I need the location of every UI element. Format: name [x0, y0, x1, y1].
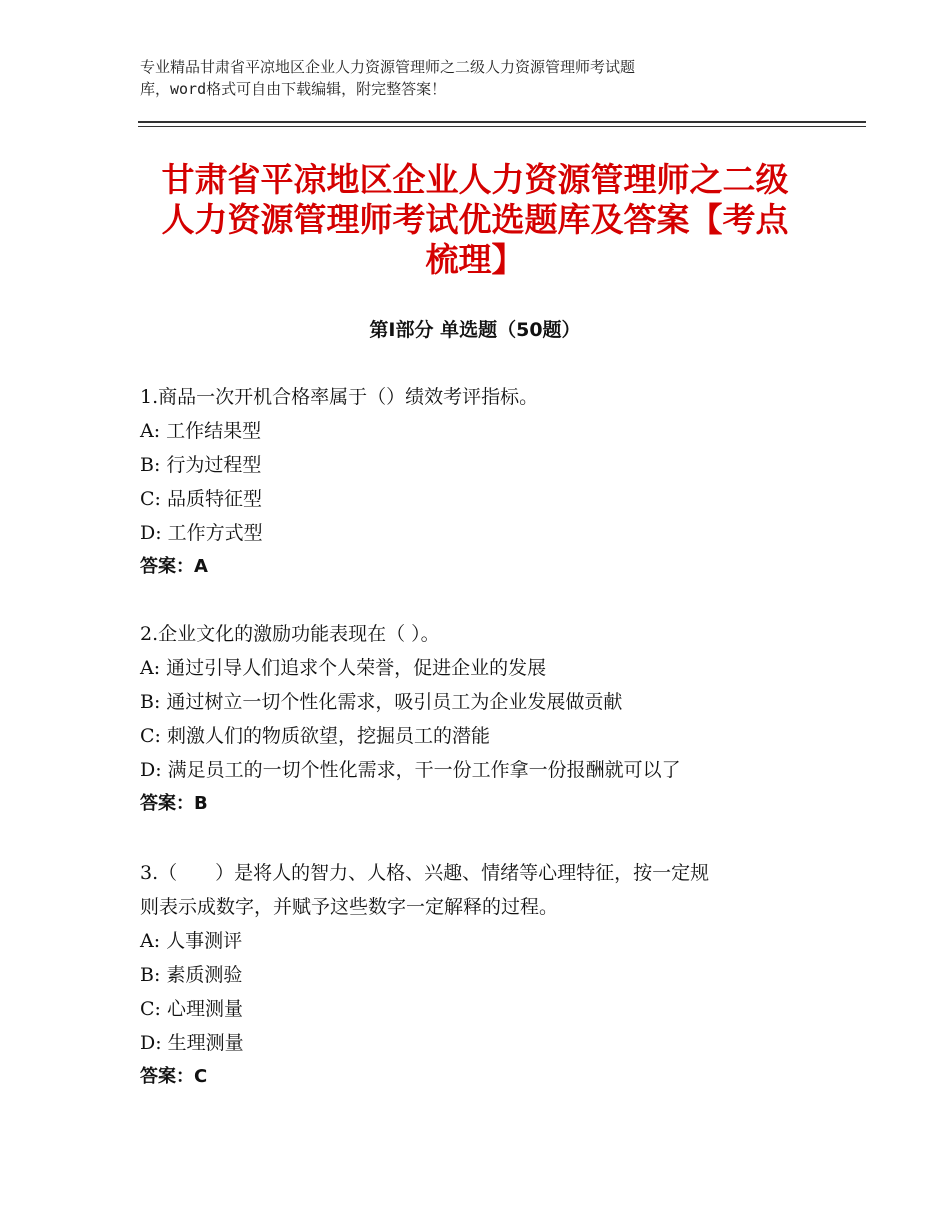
document-title [140, 160, 810, 280]
option-a: A: 工作结果型 [140, 420, 262, 442]
option-d: D: 生理测量 [140, 1032, 244, 1054]
question-2 [140, 617, 810, 821]
question-stem: 2.企业文化的激励功能表现在（ ）。 [140, 623, 440, 645]
option-b: B: 素质测验 [140, 964, 243, 986]
option-c: C: 品质特征型 [140, 488, 262, 510]
answer-label: 答案：B [140, 793, 208, 814]
option-b: B: 通过树立一切个性化需求，吸引员工为企业发展做贡献 [140, 691, 623, 713]
question-stem: 1.商品一次开机合格率属于（）绩效考评指标。 [140, 386, 539, 408]
question-3 [140, 856, 810, 1094]
option-c: C: 心理测量 [140, 998, 243, 1020]
option-a: A: 人事测评 [140, 930, 243, 952]
option-d: D: 工作方式型 [140, 522, 263, 544]
title-line: 甘肃省平凉地区企业人力资源管理师之二级 [161, 160, 789, 199]
header-note [140, 56, 780, 100]
option-d: D: 满足员工的一切个性化需求，干一份工作拿一份报酬就可以了 [140, 759, 681, 781]
title-line: 人力资源管理师考试优选题库及答案【考点 [161, 200, 789, 239]
section-heading: 第Ⅰ部分 单选题（50题） [369, 319, 581, 341]
title-line: 梳理】 [425, 240, 525, 279]
header-divider-thick [138, 121, 866, 123]
header-note-line: 专业精品甘肃省平凉地区企业人力资源管理师之二级人力资源管理师考试题 [140, 58, 636, 76]
question-stem-continued: 则表示成数字，并赋予这些数字一定解释的过程。 [140, 896, 559, 918]
header-note-line: 库，word格式可自由下载编辑，附完整答案！ [140, 80, 447, 98]
answer-label: 答案：C [140, 1066, 208, 1087]
option-b: B: 行为过程型 [140, 454, 262, 476]
header-divider-thin [138, 126, 866, 127]
answer-label: 答案：A [140, 556, 208, 577]
question-1 [140, 380, 810, 584]
option-c: C: 刺激人们的物质欲望，挖掘员工的潜能 [140, 725, 490, 747]
question-stem: 3.（ ）是将人的智力、人格、兴趣、情绪等心理特征，按一定规 [140, 862, 710, 884]
option-a: A: 通过引导人们追求个人荣誉，促进企业的发展 [140, 657, 547, 679]
